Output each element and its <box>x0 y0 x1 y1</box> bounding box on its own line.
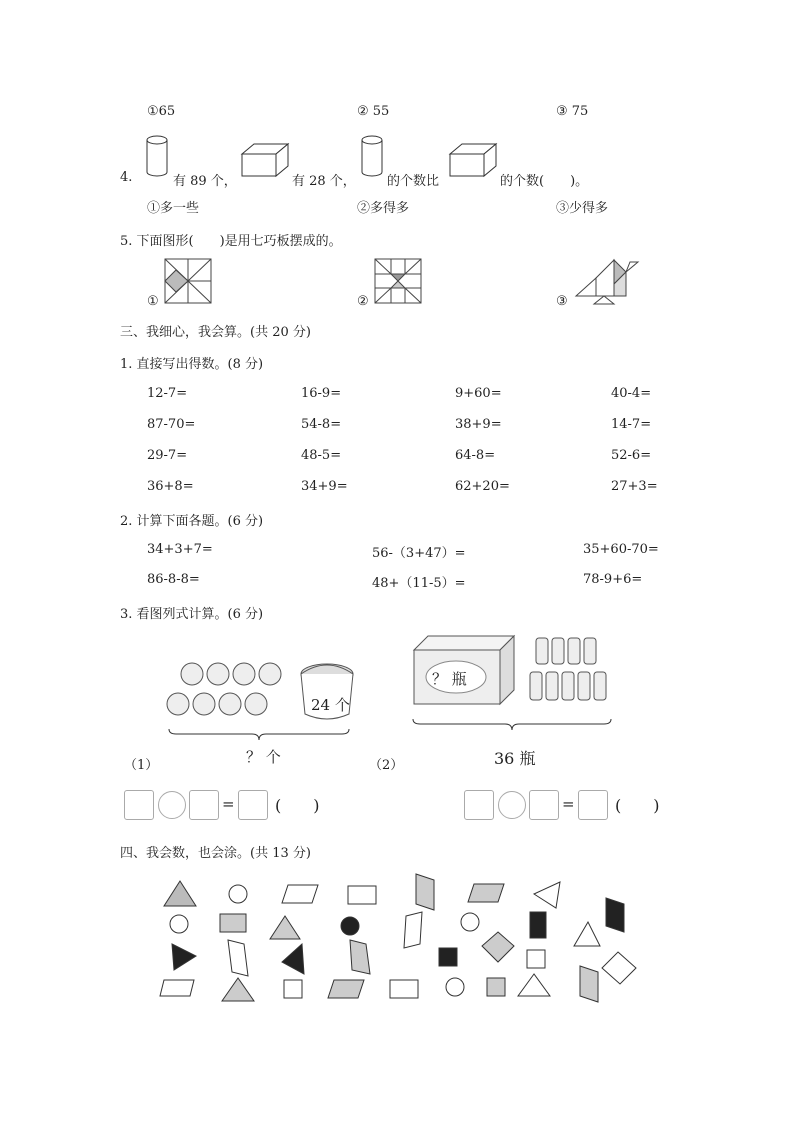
calc-item: 62+20= <box>455 479 510 494</box>
section-4-title: 四、我会数，也会涂。(共 13 分) <box>120 846 311 861</box>
q4-text-3: 的个数比 <box>387 174 440 189</box>
square-shape <box>602 952 636 984</box>
parallelogram-shape <box>328 980 364 998</box>
circle-shape <box>446 978 464 996</box>
basket-label: 24 个 <box>311 696 350 714</box>
rectangle-shape <box>530 912 546 938</box>
q4-text-2: 有 28 个， <box>292 174 356 189</box>
part-2-title: 2. 计算下面各题。(6 分) <box>120 514 264 529</box>
parallelogram-shape <box>282 885 318 903</box>
question-number: 4. <box>120 170 133 185</box>
part-1-title: 1. 直接写出得数。(8 分) <box>120 357 264 372</box>
calc-item: 38+9= <box>455 417 502 432</box>
brace-label: ？ 个 <box>246 748 281 766</box>
rectangle-shape <box>220 914 246 932</box>
calc-item: 14-7= <box>611 417 652 432</box>
calc-item: 48-5= <box>301 448 342 463</box>
equals-sign: = <box>562 795 575 813</box>
calc-item: 48+（11-5）= <box>372 576 466 591</box>
calc-item: 34+3+7= <box>147 542 213 557</box>
section-3-title: 三、我细心，我会算。(共 20 分) <box>120 325 311 340</box>
equals-sign: = <box>222 795 235 813</box>
circle-shape <box>170 915 188 933</box>
triangle-shape <box>172 944 196 970</box>
option-3: ③ 75 <box>556 104 589 119</box>
calc-item: 16-9= <box>301 386 342 401</box>
brace-label: 36 瓶 <box>494 749 536 768</box>
q5-option-3: ③ <box>556 294 568 309</box>
parallelogram-shape <box>404 912 422 948</box>
square-shape <box>487 978 505 996</box>
figure-label: （2） <box>369 758 404 773</box>
calc-item: 40-4= <box>611 386 652 401</box>
q5-option-1: ① <box>147 294 159 309</box>
rectangle-shape <box>348 886 376 904</box>
triangle-shape <box>282 944 304 974</box>
calc-item: 78-9+6= <box>583 572 643 587</box>
q4-option-2: ②多得多 <box>357 201 410 216</box>
triangle-shape <box>222 978 254 1001</box>
calc-item: 35+60-70= <box>583 542 659 557</box>
circle-shape <box>229 885 247 903</box>
part-3-title: 3. 看图列式计算。(6 分) <box>120 607 264 622</box>
triangle-shape <box>534 882 560 908</box>
circle-shape <box>341 917 359 935</box>
circle-shape <box>461 913 479 931</box>
calc-item: 9+60= <box>455 386 502 401</box>
calc-item: 27+3= <box>611 479 658 494</box>
box-label: ？ 瓶 <box>432 670 467 688</box>
calc-item: 34+9= <box>301 479 348 494</box>
calc-item: 86-8-8= <box>147 572 200 587</box>
q5-text: 5. 下面图形( )是用七巧板摆成的。 <box>120 234 342 249</box>
q4-text-1: 有 89 个， <box>173 174 237 189</box>
calc-item: 36+8= <box>147 479 194 494</box>
rectangle-shape <box>390 980 418 998</box>
unit-paren[interactable]: ( ) <box>615 796 660 815</box>
figure-label: （1） <box>124 758 159 773</box>
unit-paren[interactable]: ( ) <box>275 796 320 815</box>
q4-text-4: 的个数( )。 <box>500 174 589 189</box>
calc-item: 56-（3+47）= <box>372 546 466 561</box>
square-shape <box>482 932 514 962</box>
calc-item: 54-8= <box>301 417 342 432</box>
calc-item: 29-7= <box>147 448 188 463</box>
parallelogram-shape <box>606 898 624 932</box>
calc-item: 12-7= <box>147 386 188 401</box>
triangle-shape <box>164 881 196 906</box>
calc-item: 64-8= <box>455 448 496 463</box>
q4-option-1: ①多一些 <box>147 201 200 216</box>
parallelogram-shape <box>468 884 504 902</box>
option-1: ①65 <box>147 104 176 119</box>
calc-item: 52-6= <box>611 448 652 463</box>
triangle-shape <box>518 974 550 996</box>
triangle-shape <box>574 922 600 946</box>
parallelogram-shape <box>228 940 248 976</box>
q5-option-2: ② <box>357 294 369 309</box>
parallelogram-shape <box>350 940 370 974</box>
parallelogram-shape <box>416 874 434 910</box>
parallelogram-shape <box>580 966 598 1002</box>
triangle-shape <box>270 916 300 939</box>
square-shape <box>439 948 457 966</box>
parallelogram-shape <box>160 980 194 996</box>
calc-item: 87-70= <box>147 417 196 432</box>
option-2: ② 55 <box>357 104 390 119</box>
square-shape <box>527 950 545 968</box>
q4-option-3: ③少得多 <box>556 201 609 216</box>
square-shape <box>284 980 302 998</box>
